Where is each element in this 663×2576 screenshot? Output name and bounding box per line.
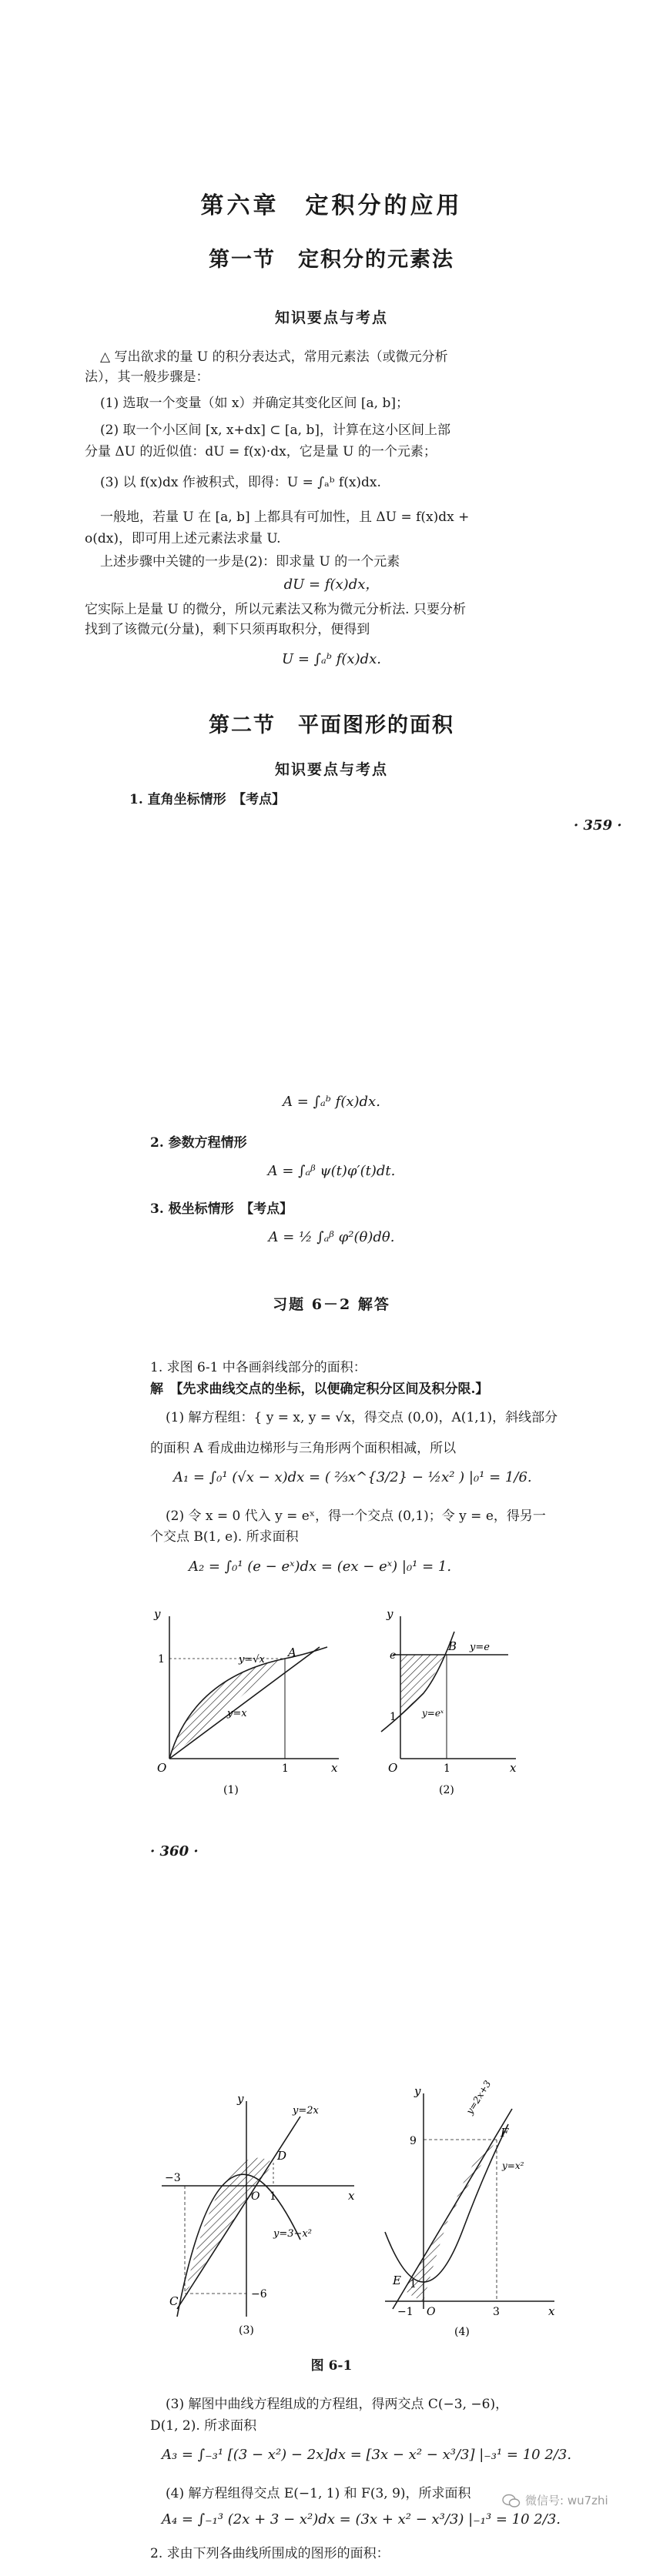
section-heading: 知识要点与考点 — [274, 309, 388, 326]
text-line: (4) 解方程组得交点 E(−1, 1) 和 F(3, 9)，所求面积 — [166, 2486, 471, 2501]
origin-label: O — [251, 2190, 260, 2203]
curve-line — [177, 2117, 300, 2309]
formula: A₂ = ∫₀¹ (e − eˣ)dx = (ex − eˣ) |₀¹ = 1. — [189, 1559, 452, 1575]
tick-label: 3 — [493, 2306, 500, 2318]
curve-label: y=2x+3 — [464, 2078, 494, 2117]
chapter-title: 第六章 定积分的应用 — [200, 192, 463, 219]
text-line: (1) 选取一个变量（如 x）并确定其变化区间 [a, b]； — [100, 396, 409, 411]
exercise-heading: 习题 6－2 解答 — [273, 1296, 390, 1313]
tick-label: 1 — [282, 1762, 289, 1775]
point-label: A — [288, 1645, 296, 1659]
text-line: 它实际上是量 U 的微分，所以元素法又称为微元分析法. 只要分析 — [85, 602, 466, 617]
text-line: o(dx)，即可用上述元素法求量 U. — [85, 531, 281, 546]
figure-caption: (4) — [454, 2326, 470, 2338]
text-line: 上述步骤中关键的一步是(2)：即求量 U 的一个元素 — [100, 554, 400, 570]
text-line: 法），其一般步骤是： — [85, 369, 209, 385]
formula: A = ½ ∫ₐᵝ φ²(θ)dθ. — [268, 1229, 395, 1245]
hatched-region — [404, 2140, 497, 2301]
y-label: y — [414, 2084, 421, 2098]
origin-label: O — [388, 1761, 398, 1775]
question: 2. 求由下列各曲线所围成的图形的面积： — [150, 2546, 390, 2561]
text-line: (2) 令 x = 0 代入 y = eˣ，得一个交点 (0,1)；令 y = e，得另一 — [166, 1509, 546, 1524]
text-line: 找到了该微元(分量)，剩下只须再取积分，便得到 — [85, 622, 370, 637]
text-line: (3) 解图中曲线方程组成的方程组，得两交点 C(−3, −6)， — [166, 2397, 509, 2412]
formula: A = ∫ₐᵇ f(x)dx. — [283, 1094, 380, 1110]
point-label: E — [393, 2274, 401, 2287]
curve-label: y=x — [227, 1708, 247, 1719]
hatched-region — [185, 2158, 273, 2294]
figure-caption: (1) — [223, 1784, 239, 1796]
text-line: (1) 解方程组：{ y = x, y = √x，得交点 (0,0)，A(1,1)，斜线部分 — [166, 1410, 558, 1425]
section-title: 第二节 平面图形的面积 — [209, 713, 454, 737]
point-label: B — [448, 1639, 457, 1653]
formula: U = ∫ₐᵇ f(x)dx. — [281, 651, 381, 667]
curve-label: y=3−x² — [273, 2228, 312, 2240]
origin-label: O — [157, 1761, 167, 1775]
tick-label: −3 — [165, 2172, 181, 2184]
tick-label: −6 — [251, 2288, 267, 2300]
tick-label: 1 — [444, 1762, 450, 1775]
tick-label: 9 — [410, 2135, 417, 2147]
watermark — [502, 2492, 608, 2508]
x-label: x — [510, 1761, 517, 1775]
watermark-text: 微信号: wu7zhi — [525, 2494, 608, 2508]
curve-label: y=√x — [239, 1654, 265, 1666]
figure-caption: 图 6-1 — [310, 2358, 353, 2374]
text-line: △ 写出欲求的量 U 的积分表达式，常用元素法（或微元分析 — [100, 349, 448, 365]
tick-label: −1 — [397, 2306, 414, 2318]
formula: A = ∫ₐᵝ ψ(t)φ′(t)dt. — [267, 1163, 396, 1179]
tick-label: 1 — [410, 2278, 417, 2290]
formula: A₃ = ∫₋₃¹ [(3 − x²) − 2x]dx = [3x − x² − x³/3] |₋₃¹ = 10 2/3. — [162, 2447, 572, 2463]
text-line: 个交点 B(1, e). 所求面积 — [150, 1529, 299, 1545]
curve-label: y=x² — [502, 2160, 524, 2171]
formula: A₄ = ∫₋₁³ (2x + 3 − x²)dx = (3x + x² − x³/3) |₋₁³ = 10 2/3. — [162, 2511, 561, 2528]
y-label: y — [237, 2092, 244, 2106]
text-line: 的面积 A 看成曲边梯形与三角形两个面积相减，所以 — [150, 1441, 457, 1456]
text-line: 分量 ΔU 的近似值：dU = f(x)·dx，它是量 U 的一个元素； — [85, 444, 437, 459]
solution-hint: 解 【先求曲线交点的坐标，以便确定积分区间及积分限.】 — [150, 1382, 489, 1397]
page-number: · 359 · — [574, 817, 622, 834]
text-line: D(1, 2). 所求面积 — [150, 2418, 257, 2434]
figure-2 — [377, 1601, 531, 1801]
curve-label: y=e — [470, 1642, 490, 1653]
formula: dU = f(x)dx， — [283, 576, 380, 593]
curve-label: y=2x — [293, 2105, 319, 2117]
tick-label: e — [390, 1649, 397, 1662]
figure-3 — [146, 2086, 370, 2340]
tick-label: 1 — [390, 1711, 397, 1723]
item-heading: 2. 参数方程情形 — [150, 1135, 247, 1151]
text-line: (2) 取一个小区间 [x, x+dx] ⊂ [a, b]，计算在这小区间上部 — [100, 423, 450, 438]
section-title: 第一节 定积分的元素法 — [209, 248, 454, 272]
y-label: y — [154, 1607, 161, 1621]
text-line: (3) 以 f(x)dx 作被积式，即得：U = ∫ₐᵇ f(x)dx. — [100, 475, 381, 490]
figure-4 — [370, 2078, 562, 2340]
hatched-region — [400, 1655, 447, 1716]
point-label: C — [169, 2294, 179, 2308]
figure-caption: (3) — [239, 2324, 254, 2337]
page-number: · 360 · — [150, 1843, 199, 1859]
item-heading: 1. 直角坐标情形 【考点】 — [129, 792, 286, 807]
item-heading: 3. 极坐标情形 【考点】 — [150, 1201, 293, 1217]
y-label: y — [387, 1607, 393, 1621]
x-label: x — [331, 1761, 338, 1775]
text-line: 一般地，若量 U 在 [a, b] 上都具有可加性，且 ΔU = f(x)dx + — [100, 510, 470, 525]
formula: A₁ = ∫₀¹ (√x − x)dx = ( ⅔x^{3/2} − ½x² ) |₀¹ = 1/6. — [173, 1469, 532, 1485]
origin-label: O — [427, 2306, 436, 2318]
curve-label: y=eˣ — [422, 1708, 444, 1719]
point-label: F — [501, 2126, 509, 2140]
x-label: x — [348, 2189, 355, 2203]
figure-caption: (2) — [439, 1784, 454, 1796]
tick-label: 1 — [270, 2190, 276, 2203]
point-label: D — [277, 2149, 287, 2163]
x-label: x — [548, 2304, 555, 2318]
wechat-icon — [502, 2493, 521, 2508]
question: 1. 求图 6-1 中各画斜线部分的面积： — [150, 1360, 367, 1375]
tick-label: 1 — [158, 1653, 165, 1666]
figure-1 — [146, 1601, 354, 1801]
section-heading: 知识要点与考点 — [274, 761, 388, 778]
